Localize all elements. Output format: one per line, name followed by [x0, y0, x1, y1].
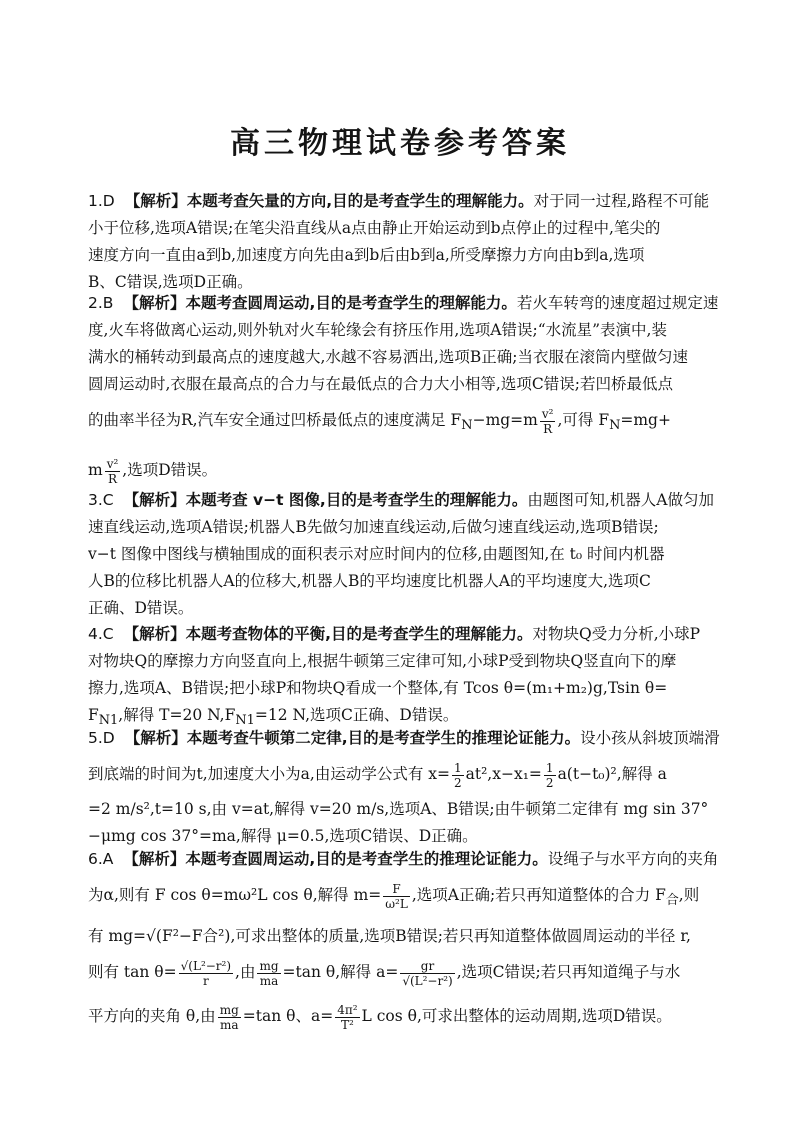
answer-number: 5.D [88, 729, 115, 747]
numerator: F [383, 882, 410, 897]
numerator: mg [219, 1002, 239, 1017]
numerator: gr [400, 959, 454, 974]
fraction [540, 407, 556, 436]
fraction [400, 959, 454, 988]
analysis-lead: 本题考查矢量的方向,目的是考查学生的理解能力。 [186, 192, 534, 210]
answer-text: ,可得 F [557, 411, 610, 429]
fraction [544, 761, 556, 790]
denominator: R [107, 471, 118, 486]
answer-item-5 [88, 725, 728, 850]
answer-line: −μmg cos 37°=ma,解得 μ=0.5,选项C错误、D正确。 [88, 827, 478, 845]
answer-text: ,则 [678, 886, 700, 904]
numerator: 4π² [337, 1002, 358, 1017]
analysis-lead: 本题考查圆周运动,目的是考查学生的理解能力。 [185, 294, 517, 312]
answer-text: 有 mg= [88, 927, 147, 946]
sqrt-expression: √(F²−F合²) [146, 927, 231, 946]
answer-item-4 [88, 621, 728, 734]
answer-line: v−t 图像中图线与横轴围成的面积表示对应时间内的位移,由题图知,在 t₀ 时间内机器 [88, 545, 665, 563]
fraction [179, 959, 233, 988]
numerator: 1 [545, 760, 554, 775]
subscript: N1 [235, 713, 255, 729]
subscript: 合 [665, 893, 679, 909]
answer-text: ,选项D错误。 [122, 461, 218, 480]
answer-line: B、C错误,选项D正确。 [88, 273, 253, 291]
answer-text: −mg=m [472, 411, 538, 429]
analysis-tag: 【解析】 [124, 192, 187, 210]
answer-text: ,选项C错误;若只再知道绳子与水 [456, 963, 681, 982]
fraction [257, 959, 280, 988]
answer-text: a(t−t₀)²,解得 a [557, 765, 667, 783]
answer-line: 度,火车将做离心运动,则外轨对火车轮缘会有挤压作用,选项A错误;“水流星”表演中,装 [88, 321, 667, 339]
denominator: T² [340, 1017, 354, 1032]
answer-line: 小于位移,选项A错误;在笔尖沿直线从a点由静止开始运动到b点停止的过程中,笔尖的 [88, 219, 661, 237]
answer-line: 圆周运动时,衣服在最高点的合力与在最低点的合力大小相等,选项C错误;若凹桥最低点 [88, 375, 673, 393]
fraction [383, 882, 410, 911]
answer-line: 对物块Q的摩擦力方向竖直向上,根据牛顿第三定律可知,小球P受到物块Q竖直向下的摩 [88, 652, 677, 670]
answer-text: 到底端的时间为t,加速度大小为a,由运动学公式有 x= [88, 765, 450, 783]
answer-text: 设绳子与水平方向的夹角 [547, 850, 719, 868]
answer-text: =mg+ [620, 411, 671, 429]
analysis-lead: 本题考查牛顿第二定律,目的是考查学生的推理论证能力。 [186, 729, 581, 747]
numerator: v² [106, 456, 119, 471]
answer-line: 速直线运动,选项A错误;机器人B先做匀加速直线运动,后做匀速直线运动,选项B错误; [88, 518, 659, 536]
answer-number: 3.C [88, 491, 114, 509]
answer-text: 为α,则有 F cos θ=mω²L cos θ,解得 m= [88, 886, 382, 904]
answer-item-1 [88, 188, 728, 296]
answer-line: 擦力,选项A、B错误;把小球P和物块Q看成一个整体,有 Tcos θ=(m₁+m₂)g,Tsin θ= [88, 679, 668, 697]
answer-text: 若火车转弯的速度超过规定速 [516, 294, 719, 312]
analysis-tag: 【解析】 [123, 850, 186, 868]
answer-text: at²,x−x₁= [465, 765, 542, 783]
answer-text: =tan θ,解得 a= [282, 963, 399, 982]
answer-number: 2.B [88, 294, 114, 312]
numerator: √(L²−r²) [180, 958, 232, 973]
fraction [105, 457, 121, 486]
answer-text: 对于同一过程,路程不可能 [533, 192, 710, 210]
answer-text: =12 N,选项C正确、D错误。 [254, 706, 459, 724]
answer-text: 设小孩从斜坡顶端滑 [580, 729, 720, 747]
answer-text: ,选项A正确;若只再知道整体的合力 F [411, 886, 666, 904]
answer-line: =2 m/s²,t=10 s,由 v=at,解得 v=20 m/s,选项A、B错误;由牛顿第二定律有 mg sin 37° [88, 800, 709, 818]
numerator: mg [259, 958, 279, 973]
answer-text: 对物块Q受力分析,小球P [532, 625, 701, 643]
denominator: √(L²−r²) [402, 973, 453, 988]
page-title: 高三物理试卷参考答案 [230, 126, 570, 161]
answer-number: 4.C [88, 625, 114, 643]
answer-text: ,可求出整体的质量,选项B错误;若只再知道整体做圆周运动的半径 r, [230, 927, 691, 946]
answer-text: L cos θ,可求出整体的运动周期,选项D错误。 [361, 1007, 672, 1026]
analysis-lead: 本题考查 v−t 图像,目的是考查学生的理解能力。 [185, 491, 528, 509]
answer-number: 6.A [88, 850, 114, 868]
subscript: N [461, 418, 473, 434]
denominator: r [202, 973, 209, 988]
analysis-tag: 【解析】 [123, 491, 186, 509]
subscript: N1 [98, 713, 119, 729]
answer-line: 人B的位移比机器人A的位移大,机器人B的平均速度比机器人A的平均速度大,选项C [88, 572, 651, 590]
fraction [218, 1003, 241, 1032]
answer-item-2 [88, 290, 728, 492]
subscript: N [609, 418, 621, 434]
answer-text: 则有 tan θ= [88, 963, 177, 982]
answer-number: 1.D [88, 192, 115, 210]
answer-line: 满水的桶转动到最高点的速度越大,水越不容易洒出,选项B正确;当衣服在滚筒内壁做匀速 [88, 348, 688, 366]
numerator: 1 [453, 760, 462, 775]
answer-line: 速度方向一直由a到b,加速度方向先由a到b后由b到a,所受摩擦力方向由b到a,选项 [88, 246, 645, 264]
answer-item-3 [88, 487, 728, 622]
denominator: ω²L [385, 896, 408, 911]
answer-text: =tan θ、a= [242, 1007, 334, 1026]
answer-line: 正确、D错误。 [88, 599, 194, 617]
fraction [452, 761, 464, 790]
analysis-tag: 【解析】 [123, 625, 186, 643]
analysis-lead: 本题考查圆周运动,目的是考查学生的推理论证能力。 [185, 850, 548, 868]
denominator: ma [219, 1017, 239, 1032]
answer-item-6 [88, 846, 728, 1038]
answer-text: 由题图可知,机器人A做匀加 [527, 491, 714, 509]
denominator: R [543, 421, 553, 436]
denominator: ma [259, 973, 279, 988]
answer-text: m [88, 461, 103, 480]
analysis-tag: 【解析】 [123, 294, 186, 312]
answer-text: ,解得 T=20 N,F [118, 706, 236, 724]
denominator: 2 [545, 775, 554, 790]
analysis-tag: 【解析】 [124, 729, 187, 747]
answer-text: 平方向的夹角 θ,由 [88, 1007, 216, 1026]
numerator: v² [541, 406, 554, 421]
answer-text: ,由 [235, 963, 256, 982]
answer-text: 的曲率半径为R,汽车安全通过凹桥最低点的速度满足 F [88, 411, 462, 429]
answer-text: F [88, 706, 99, 724]
fraction [335, 1003, 359, 1032]
analysis-lead: 本题考查物体的平衡,目的是考查学生的理解能力。 [185, 625, 533, 643]
denominator: 2 [453, 775, 462, 790]
